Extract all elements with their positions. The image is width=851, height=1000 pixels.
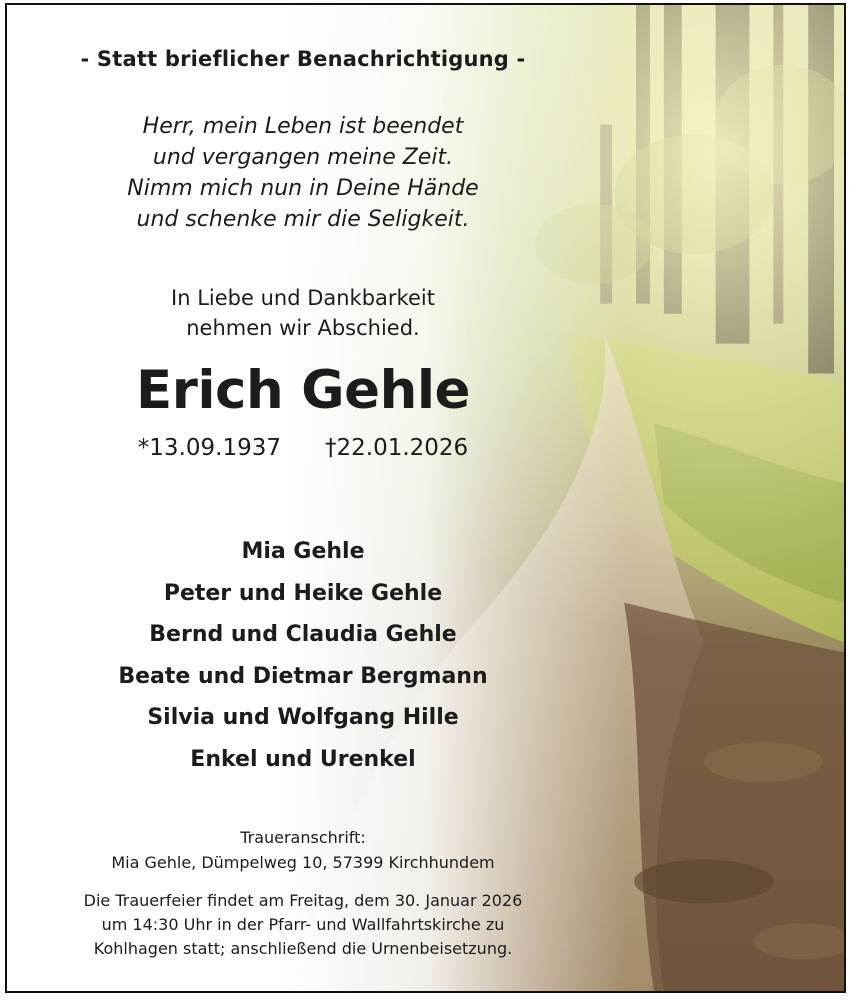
deceased-name: Erich Gehle [136,360,470,421]
funeral-service-info [7,889,599,961]
farewell-block [7,283,599,343]
mourner-name: Beate und Dietmar Bergmann [118,663,488,689]
mourner-name: Peter und Heike Gehle [163,580,443,606]
verse-block [7,111,599,235]
mourner-name: Mia Gehle [241,539,365,564]
death-date: †22.01.2026 [325,435,469,461]
verse-line: Nimm mich nun in Deine Hände [127,176,479,201]
obituary-notice [5,3,846,993]
farewell-line: In Liebe und Dankbarkeit [171,286,435,310]
mourner-name: Silvia und Wolfgang Hille [147,705,459,730]
mourner-name: Enkel und Urenkel [190,746,416,772]
service-line: Die Trauerfeier findet am Freitag, dem 30. Januar 2026 [83,891,523,910]
mourning-address [7,825,599,875]
life-dates [7,435,599,461]
verse-line: Herr, mein Leben ist beendet [142,114,464,139]
address-line: Mia Gehle, Dümpelweg 10, 57399 Kirchhundem [111,853,495,872]
birth-date: *13.09.1937 [137,435,281,461]
farewell-line: nehmen wir Abschied. [186,316,420,340]
address-label: Traueranschrift: [240,828,366,847]
service-line: um 14:30 Uhr in der Pfarr- und Wallfahrtskirche zu [101,915,505,934]
verse-line: und schenke mir die Seligkeit. [136,207,470,232]
mourners-list [7,531,599,780]
header-notice: - Statt brieflicher Benachrichtigung - [80,47,526,71]
service-line: Kohlhagen statt; anschließend die Urnenbeisetzung. [93,939,513,958]
mourner-name: Bernd und Claudia Gehle [149,622,457,647]
verse-line: und vergangen meine Zeit. [152,145,454,170]
